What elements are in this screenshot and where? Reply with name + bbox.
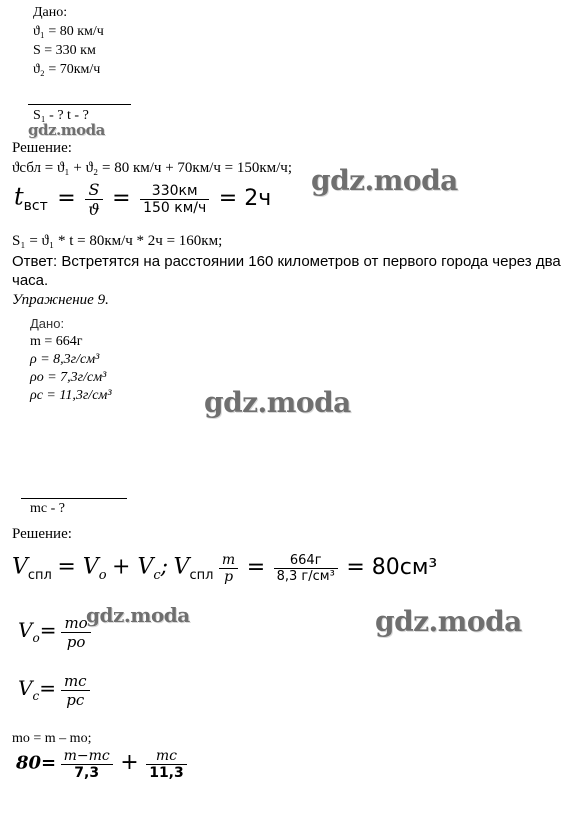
time-symbol: t xyxy=(14,182,24,211)
given-divider xyxy=(28,104,131,105)
equals-sign: = xyxy=(39,618,57,643)
volume-formula xyxy=(12,552,437,585)
solution-label: Решение: xyxy=(12,140,72,156)
given-mass: m = 664г xyxy=(30,334,83,349)
given-divider xyxy=(21,498,127,499)
watermark: gdz.moda xyxy=(375,605,522,638)
watermark: gdz.moda xyxy=(28,121,105,139)
fraction-numerator: mo xyxy=(61,614,90,633)
given-v2: ϑ₂ = 70км/ч xyxy=(33,62,101,77)
find-line: S₁ - ? t - ? xyxy=(33,108,89,123)
answer-line: Ответ: Встретятся на расстоянии 160 километров от первого города через два xyxy=(12,253,561,270)
fraction-numerator: mc xyxy=(61,672,90,691)
equals-sign: = xyxy=(57,185,76,211)
volume-subscript: o xyxy=(32,631,40,646)
volume-subscript: спл xyxy=(27,567,52,583)
fraction-numerator: m xyxy=(219,552,238,569)
fraction-s-over-v xyxy=(85,180,102,219)
fraction-denominator: 150 км/ч xyxy=(143,200,207,216)
fraction-denominator: po xyxy=(66,633,86,651)
fraction-mass-over-density xyxy=(61,672,90,709)
distance-s1-line: S₁ = ϑ₁ * t = 80км/ч * 2ч = 160км; xyxy=(12,233,223,249)
fraction-denominator: 8,3 г/см³ xyxy=(276,569,335,584)
equals-sign: = xyxy=(112,185,131,211)
fraction-second xyxy=(146,748,187,781)
solution-label: Решение: xyxy=(12,526,72,542)
volume-subscript: спл xyxy=(189,567,214,583)
semicolon: ; xyxy=(160,554,169,580)
fraction-numerator: mc xyxy=(146,748,187,765)
given-density-c: ρс = 11,3г/см³ xyxy=(30,388,112,403)
watermark: gdz.moda xyxy=(204,386,351,419)
find-line: mс - ? xyxy=(30,501,65,516)
fraction-denominator: p xyxy=(224,569,234,585)
volume-subscript: c xyxy=(32,689,40,704)
watermark: gdz.moda xyxy=(311,164,458,197)
time-subscript: вст xyxy=(23,197,48,214)
volume-subscript: o xyxy=(98,567,107,583)
fraction-values xyxy=(140,183,209,216)
fraction-numerator: 330км xyxy=(140,183,209,200)
fraction-denominator: pc xyxy=(66,691,85,709)
fraction-denominator: ϑ xyxy=(88,200,100,219)
final-equation xyxy=(16,748,187,781)
given-label: Дано: xyxy=(33,5,68,20)
given-v1: ϑ₁ = 80 км/ч xyxy=(33,24,104,39)
fraction-denominator: 11,3 xyxy=(149,765,184,781)
given-density-alloy: ρ = 8,3г/см³ xyxy=(30,352,100,367)
given-density-o: ρо = 7,3г/см³ xyxy=(30,370,107,385)
volume-subscript: c xyxy=(153,567,161,583)
time-result: = 2ч xyxy=(218,185,272,211)
given-label: Дано: xyxy=(30,316,65,331)
fraction-m-over-p xyxy=(219,552,238,585)
given-distance: S = 330 км xyxy=(33,43,96,58)
fraction-denominator: 7,3 xyxy=(74,765,100,781)
volume-term-o: = V xyxy=(57,554,99,580)
closing-speed-line: ϑсбл = ϑ₁ + ϑ₂ = 80 км/ч + 70км/ч = 150км/ч; xyxy=(12,160,293,176)
exercise-title: Упражнение 9. xyxy=(12,292,109,308)
mass-o-line: mо = m – mо; xyxy=(12,731,92,746)
equals-sign: = xyxy=(39,676,56,701)
volume-symbol: V xyxy=(18,676,33,701)
answer-continuation: часа. xyxy=(12,272,49,289)
volume-symbol: V xyxy=(12,554,28,580)
volume-symbol: V xyxy=(18,618,33,643)
fraction-mass-over-density xyxy=(61,614,90,651)
equation-lhs: 80= xyxy=(16,752,57,774)
watermark: gdz.moda xyxy=(86,603,190,627)
volume-result: = 80см³ xyxy=(346,554,438,580)
fraction-first xyxy=(61,748,113,781)
fraction-numerator: 664г xyxy=(274,553,338,569)
fraction-numerator: m−mc xyxy=(61,748,113,765)
fraction-numerator: S xyxy=(85,180,102,200)
volume-symbol: V xyxy=(173,554,190,580)
volume-c-formula xyxy=(18,672,90,709)
plus-sign: + xyxy=(120,749,139,775)
volume-term-c: + V xyxy=(112,554,154,580)
fraction-values xyxy=(274,553,338,584)
time-formula xyxy=(14,180,271,219)
volume-o-formula xyxy=(18,614,91,651)
equals-sign: = xyxy=(246,554,266,580)
